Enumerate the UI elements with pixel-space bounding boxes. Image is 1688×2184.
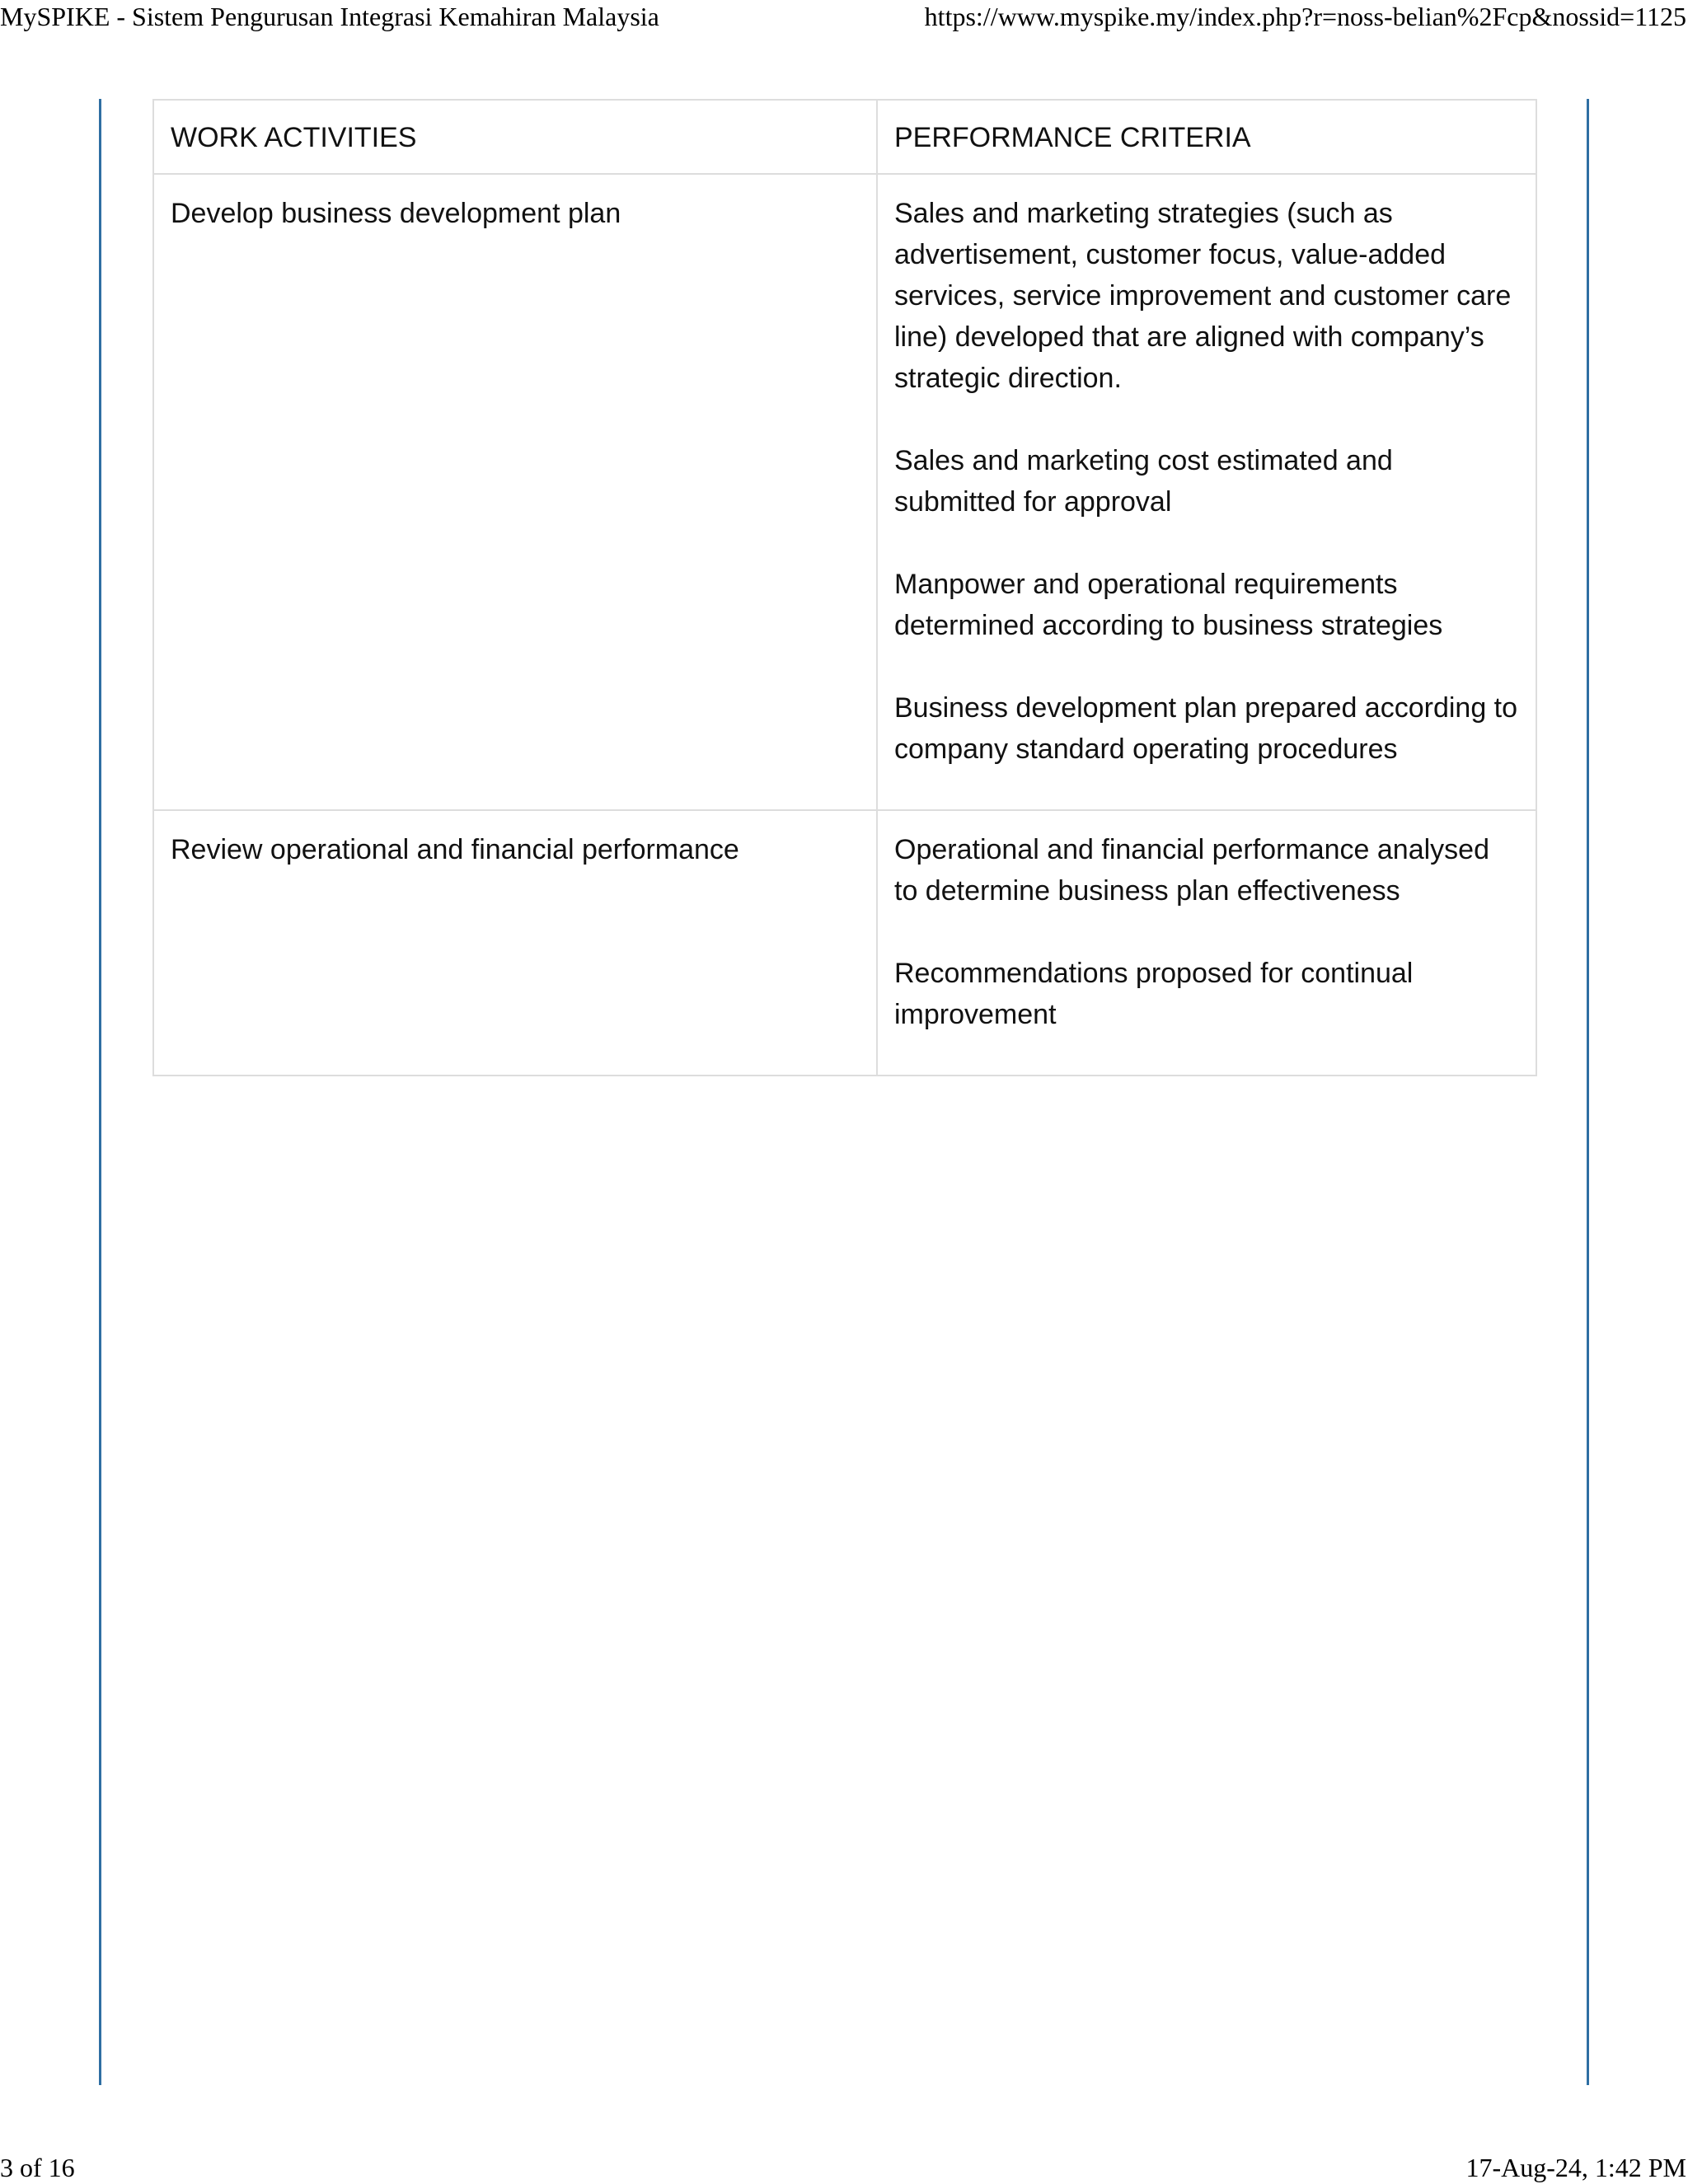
work-activity-cell: Review operational and financial performance <box>153 810 877 1076</box>
header-performance-criteria: PERFORMANCE CRITERIA <box>877 100 1536 174</box>
criteria-item: Operational and financial performance analysed to determine business plan effectiveness <box>894 834 1490 907</box>
criteria-item: Manpower and operational requirements determined according to business strategies <box>894 569 1443 641</box>
print-page-url: https://www.myspike.my/index.php?r=noss-belian%2Fcp&nossid=1125 <box>924 2 1686 31</box>
page-number: 3 of 16 <box>0 2153 75 2182</box>
work-activity-cell: Develop business development plan <box>153 174 877 810</box>
print-timestamp: 17-Aug-24, 1:42 PM <box>1465 2153 1686 2182</box>
header-work-activities: WORK ACTIVITIES <box>153 100 877 174</box>
criteria-item: Sales and marketing cost estimated and submitted for approval <box>894 445 1393 518</box>
print-footer <box>0 2151 1688 2184</box>
criteria-item: Business development plan prepared according to company standard operating procedures <box>894 692 1518 765</box>
criteria-item: Sales and marketing strategies (such as advertisement, customer focus, value-added services, service improvement and customer care line) developed that are aligned with company’s strategic direction. <box>894 198 1512 394</box>
table-row <box>153 174 1536 810</box>
criteria-item: Recommendations proposed for continual improvement <box>894 958 1414 1030</box>
print-page-title: MySPIKE - Sistem Pengurusan Integrasi Kemahiran Malaysia <box>0 2 659 31</box>
main-content <box>152 99 1536 1076</box>
performance-criteria-cell <box>877 174 1536 810</box>
print-header <box>0 0 1688 36</box>
right-border-rule <box>1587 99 1589 2085</box>
left-border-rule <box>99 99 101 2085</box>
table-header-row <box>153 100 1536 174</box>
work-activities-table <box>152 99 1537 1076</box>
performance-criteria-cell <box>877 810 1536 1076</box>
table-row <box>153 810 1536 1076</box>
